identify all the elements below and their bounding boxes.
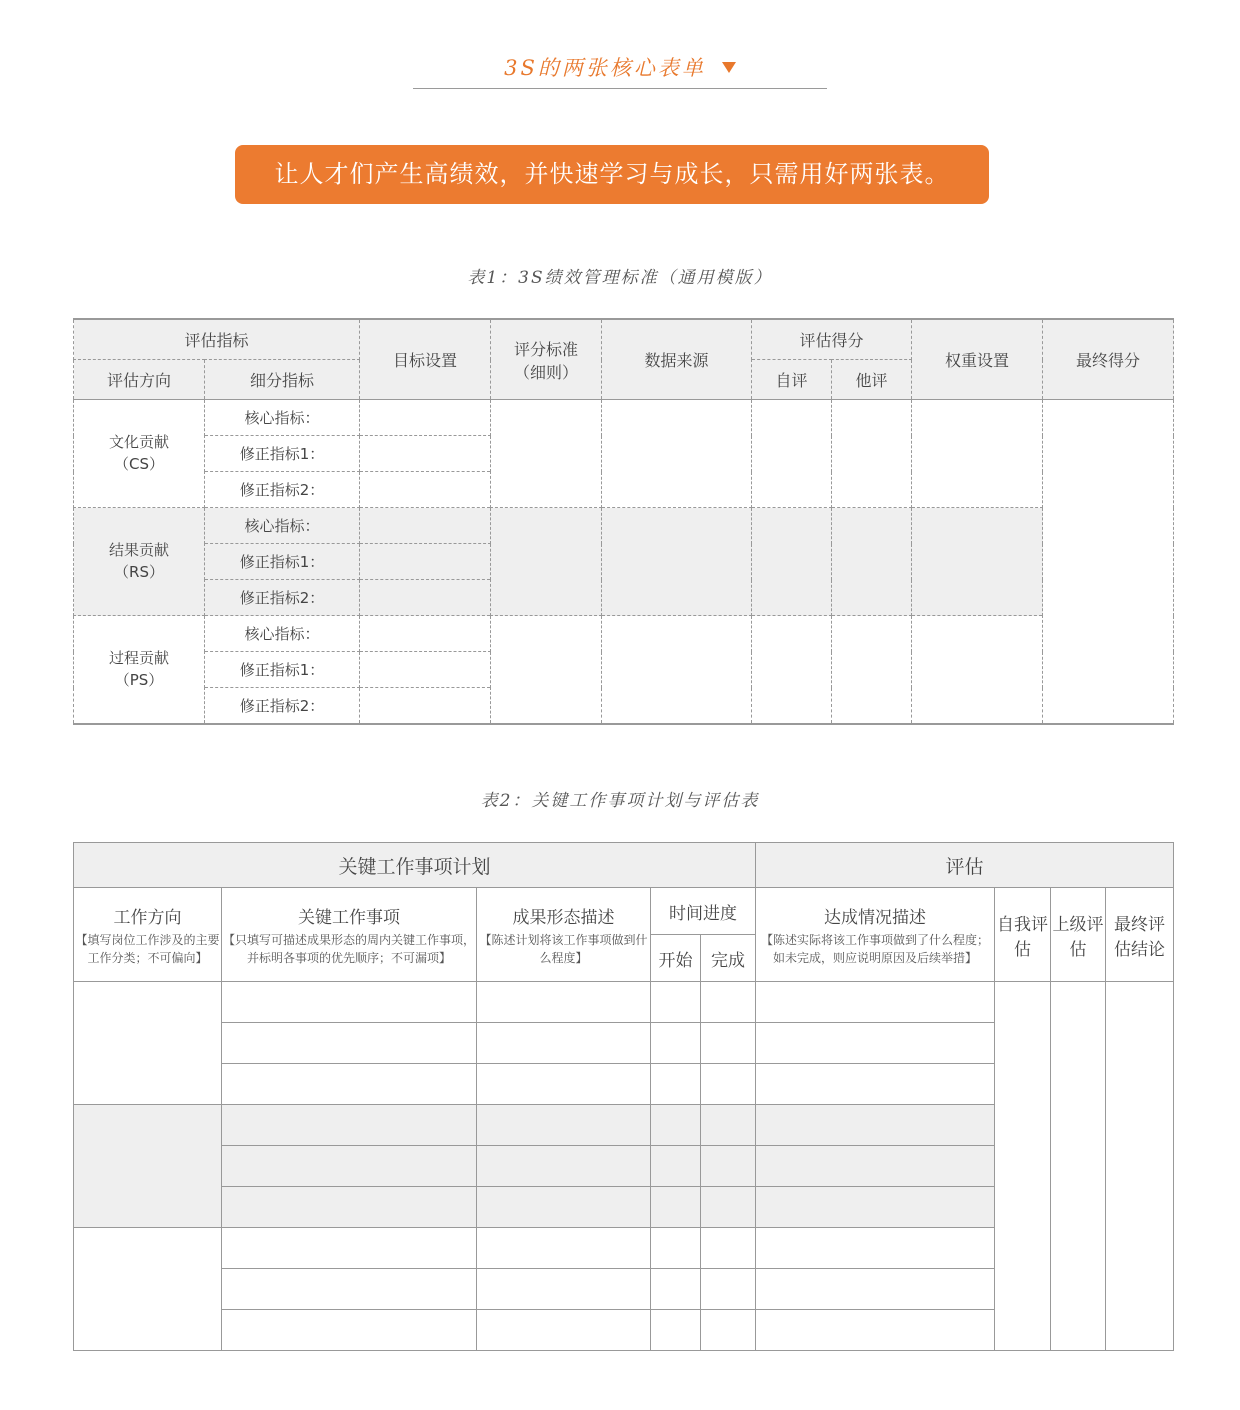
table-row — [74, 400, 1174, 436]
key-item-cell[interactable] — [222, 1310, 477, 1351]
performance-standard-table — [73, 318, 1174, 725]
achieve-cell[interactable] — [756, 1310, 995, 1351]
key-work-plan-table — [73, 842, 1174, 1351]
other-score-cell[interactable] — [832, 508, 912, 616]
start-cell[interactable] — [651, 1228, 701, 1269]
key-item-cell[interactable] — [222, 1146, 477, 1187]
self-score-cell[interactable] — [752, 400, 832, 508]
header-finish: 完成 — [701, 935, 756, 982]
header-data-source: 数据来源 — [602, 319, 752, 400]
target-cell[interactable] — [360, 580, 491, 616]
other-score-cell[interactable] — [832, 616, 912, 725]
result-cell[interactable] — [477, 1105, 651, 1146]
slogan-banner: 让人才们产生高绩效，并快速学习与成长，只需用好两张表。 — [235, 145, 989, 204]
target-cell[interactable] — [360, 472, 491, 508]
key-item-cell[interactable] — [222, 1269, 477, 1310]
section-title-text: 3S的两张核心表单 — [504, 56, 706, 80]
target-cell[interactable] — [360, 436, 491, 472]
source-cell[interactable] — [602, 400, 752, 508]
start-cell[interactable] — [651, 1105, 701, 1146]
finish-cell[interactable] — [701, 1146, 756, 1187]
result-cell[interactable] — [477, 1310, 651, 1351]
weight-cell[interactable] — [912, 508, 1043, 616]
group-name: 结果贡献 — [108, 540, 169, 559]
header-achieve-title: 达成情况描述 — [824, 907, 927, 928]
self-score-cell[interactable] — [752, 508, 832, 616]
header-superior-eval: 上级评估 — [1051, 888, 1106, 982]
finish-cell[interactable] — [701, 1105, 756, 1146]
header-work-direction-note: 【填写岗位工作涉及的主要工作分类；不可偏向】 — [75, 932, 220, 965]
target-cell[interactable] — [360, 400, 491, 436]
header-achieve-note: 【陈述实际将该工作事项做到了什么程度；如未完成，则应说明原因及后续举措】 — [761, 932, 990, 965]
header-result-note: 【陈述计划将该工作事项做到什么程度】 — [479, 932, 648, 965]
achieve-cell[interactable] — [756, 1187, 995, 1228]
achieve-cell[interactable] — [756, 1269, 995, 1310]
final-score-cell[interactable] — [1043, 400, 1174, 725]
result-cell[interactable] — [477, 1023, 651, 1064]
finish-cell[interactable] — [701, 1064, 756, 1105]
achieve-cell[interactable] — [756, 982, 995, 1023]
table-row — [74, 508, 1174, 544]
result-cell[interactable] — [477, 1187, 651, 1228]
weight-cell[interactable] — [912, 616, 1043, 725]
achieve-cell[interactable] — [756, 1228, 995, 1269]
key-item-cell[interactable] — [222, 982, 477, 1023]
header-key-items — [222, 888, 477, 982]
target-cell[interactable] — [360, 688, 491, 725]
source-cell[interactable] — [602, 616, 752, 725]
key-item-cell[interactable] — [222, 1187, 477, 1228]
result-cell[interactable] — [477, 1146, 651, 1187]
key-item-cell[interactable] — [222, 1023, 477, 1064]
start-cell[interactable] — [651, 1146, 701, 1187]
header-result-title: 成果形态描述 — [512, 907, 615, 928]
result-cell[interactable] — [477, 1228, 651, 1269]
direction-cell[interactable] — [74, 1228, 222, 1351]
superior-eval-cell[interactable] — [1051, 982, 1106, 1351]
indicator-label: 修正指标1： — [205, 544, 360, 580]
indicator-label: 核心指标： — [205, 616, 360, 652]
key-item-cell[interactable] — [222, 1228, 477, 1269]
header-sub-indicator: 细分指标 — [205, 360, 360, 400]
direction-cell[interactable] — [74, 1105, 222, 1228]
finish-cell[interactable] — [701, 1310, 756, 1351]
group-name: 文化贡献 — [108, 432, 169, 451]
group-cell — [74, 400, 205, 508]
header-scoring-line2: （细则） — [514, 362, 579, 382]
scoring-cell[interactable] — [491, 400, 602, 508]
start-cell[interactable] — [651, 1310, 701, 1351]
target-cell[interactable] — [360, 508, 491, 544]
header-key-items-note: 【只填写可描述成果形态的周内关键工作事项，并标明各事项的优先顺序；不可漏项】 — [222, 932, 475, 965]
header-work-direction — [74, 888, 222, 982]
header-self: 自评 — [752, 360, 832, 400]
start-cell[interactable] — [651, 1064, 701, 1105]
start-cell[interactable] — [651, 1269, 701, 1310]
source-cell[interactable] — [602, 508, 752, 616]
direction-cell[interactable] — [74, 982, 222, 1105]
header-eval-indicator: 评估指标 — [74, 319, 360, 360]
finish-cell[interactable] — [701, 982, 756, 1023]
group-code: （CS） — [114, 454, 164, 473]
final-eval-cell[interactable] — [1106, 982, 1174, 1351]
indicator-label: 修正指标1： — [205, 436, 360, 472]
group-cell — [74, 508, 205, 616]
group-plan-header: 关键工作事项计划 — [74, 843, 756, 888]
table1-caption: 表1：3S绩效管理标准（通用模版） — [467, 268, 773, 288]
finish-cell[interactable] — [701, 1023, 756, 1064]
achieve-cell[interactable] — [756, 1146, 995, 1187]
header-final: 最终得分 — [1043, 319, 1174, 400]
header-target: 目标设置 — [360, 319, 491, 400]
other-score-cell[interactable] — [832, 400, 912, 508]
header-final-eval: 最终评估结论 — [1106, 888, 1174, 982]
target-cell[interactable] — [360, 616, 491, 652]
achieve-cell[interactable] — [756, 1105, 995, 1146]
indicator-label: 核心指标： — [205, 400, 360, 436]
group-name: 过程贡献 — [108, 648, 169, 667]
triangle-down-icon — [722, 62, 736, 73]
achieve-cell[interactable] — [756, 1064, 995, 1105]
header-others: 他评 — [832, 360, 912, 400]
indicator-label: 修正指标2： — [205, 688, 360, 725]
header-result — [477, 888, 651, 982]
indicator-label: 修正指标2： — [205, 472, 360, 508]
group-eval-header: 评估 — [756, 843, 1174, 888]
header-scoring-line1: 评分标准 — [514, 339, 579, 359]
group-code: （PS） — [114, 670, 164, 689]
table-row — [74, 616, 1174, 652]
header-weight: 权重设置 — [912, 319, 1043, 400]
indicator-label: 修正指标2： — [205, 580, 360, 616]
result-cell[interactable] — [477, 1064, 651, 1105]
self-eval-cell[interactable] — [995, 982, 1051, 1351]
finish-cell[interactable] — [701, 1269, 756, 1310]
header-score: 评估得分 — [752, 319, 912, 360]
finish-cell[interactable] — [701, 1187, 756, 1228]
key-item-cell[interactable] — [222, 1064, 477, 1105]
key-item-cell[interactable] — [222, 1105, 477, 1146]
achieve-cell[interactable] — [756, 1023, 995, 1064]
header-achieve — [756, 888, 995, 982]
header-work-direction-title: 工作方向 — [113, 907, 182, 928]
finish-cell[interactable] — [701, 1228, 756, 1269]
indicator-label: 修正指标1： — [205, 652, 360, 688]
section-title — [413, 40, 827, 89]
start-cell[interactable] — [651, 1023, 701, 1064]
start-cell[interactable] — [651, 1187, 701, 1228]
target-cell[interactable] — [360, 652, 491, 688]
indicator-label: 核心指标： — [205, 508, 360, 544]
self-score-cell[interactable] — [752, 616, 832, 725]
header-schedule: 时间进度 — [651, 888, 756, 935]
start-cell[interactable] — [651, 982, 701, 1023]
group-cell — [74, 616, 205, 725]
header-start: 开始 — [651, 935, 701, 982]
result-cell[interactable] — [477, 1269, 651, 1310]
table2-caption: 表2：关键工作事项计划与评估表 — [480, 791, 760, 811]
header-scoring — [491, 319, 602, 400]
header-direction: 评估方向 — [74, 360, 205, 400]
scoring-cell[interactable] — [491, 616, 602, 725]
header-self-eval: 自我评估 — [995, 888, 1051, 982]
group-code: （RS） — [114, 562, 164, 581]
result-cell[interactable] — [477, 982, 651, 1023]
header-key-items-title: 关键工作事项 — [298, 907, 400, 928]
table-row — [74, 982, 1174, 1023]
scoring-cell[interactable] — [491, 508, 602, 616]
weight-cell[interactable] — [912, 400, 1043, 508]
target-cell[interactable] — [360, 544, 491, 580]
